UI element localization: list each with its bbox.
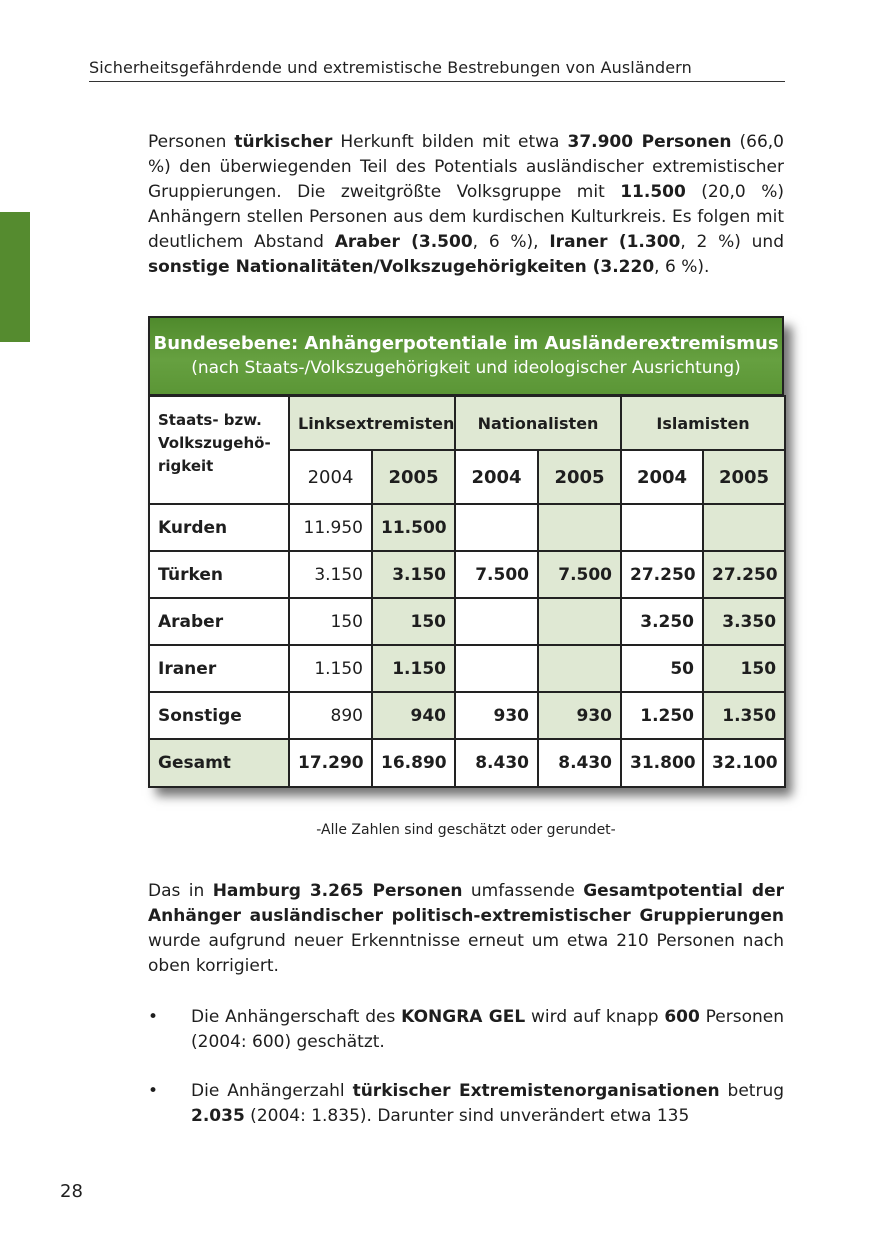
table-subtitle: (nach Staats-/Volkszugehörigkeit und ideologischer Ausrichtung) — [191, 358, 741, 378]
cell — [455, 645, 538, 692]
table-title-bar — [148, 316, 784, 395]
cell: 1.350 — [703, 692, 785, 739]
row-label: Kurden — [149, 504, 289, 551]
cell: 150 — [372, 598, 455, 645]
cell: 27.250 — [703, 551, 785, 598]
cell: 930 — [455, 692, 538, 739]
cell: 50 — [621, 645, 703, 692]
cell — [703, 504, 785, 551]
cell: 1.150 — [289, 645, 372, 692]
table-row — [149, 645, 785, 692]
bullet-text: Die Anhängerzahl türkischer Extremistenorganisationen betrug 2.035 (2004: 1.835). Darunter sind unverändert etwa 135 — [191, 1081, 785, 1126]
cell — [455, 598, 538, 645]
group-header-islamisten: Islamisten — [621, 396, 785, 450]
page-number: 28 — [60, 1181, 83, 1202]
cell: 890 — [289, 692, 372, 739]
table-row — [149, 504, 785, 551]
cell — [621, 504, 703, 551]
chapter-side-tab — [0, 212, 30, 342]
cell: 31.800 — [621, 739, 703, 787]
bullet-text: Die Anhängerschaft des KONGRA GEL wird auf knapp 600 Personen (2004: 600) geschätzt. — [191, 1007, 784, 1052]
supporters-table — [148, 395, 786, 788]
cell: 3.350 — [703, 598, 785, 645]
table-caption: -Alle Zahlen sind geschätzt oder gerundet- — [316, 822, 616, 838]
table-row — [149, 692, 785, 739]
cell: 17.290 — [289, 739, 372, 787]
cell: 940 — [372, 692, 455, 739]
year-header: 2005 — [703, 450, 785, 504]
cell: 1.150 — [372, 645, 455, 692]
stub-header: Staats- bzw. Volkszugehö-rigkeit — [149, 396, 289, 504]
cell: 150 — [289, 598, 372, 645]
running-header: Sicherheitsgefährdende und extremistische Bestrebungen von Ausländern — [89, 58, 785, 82]
table-row — [149, 551, 785, 598]
year-header: 2005 — [372, 450, 455, 504]
cell: 11.500 — [372, 504, 455, 551]
year-header: 2004 — [621, 450, 703, 504]
cell — [538, 645, 621, 692]
cell — [538, 504, 621, 551]
cell: 3.150 — [372, 551, 455, 598]
row-label: Türken — [149, 551, 289, 598]
cell: 32.100 — [703, 739, 785, 787]
intro-paragraph: Personen türkischer Herkunft bilden mit etwa 37.900 Personen (66,0 %) den überwiegenden Teil des Potentials ausländischer extremistischer Gruppierungen. Die zweitgrößte Volksgruppe mit 11.500 (20,0 %) Anhängern stellen Personen aus dem kurdischen Kulturkreis. Es folgen mit deutlichem Abstand Araber (3.500, 6 %), Iraner (1.300, 2 %) und sonstige Nationalitäten/Volkszugehörigkeiten (3.220, 6 %). — [148, 132, 785, 277]
table-total-row — [149, 739, 785, 787]
cell: 8.430 — [455, 739, 538, 787]
year-header: 2004 — [289, 450, 372, 504]
cell: 1.250 — [621, 692, 703, 739]
year-header: 2005 — [538, 450, 621, 504]
cell: 27.250 — [621, 551, 703, 598]
cell: 7.500 — [455, 551, 538, 598]
row-label: Sonstige — [149, 692, 289, 739]
year-header: 2004 — [455, 450, 538, 504]
statistics-table-box — [148, 316, 784, 786]
cell: 16.890 — [372, 739, 455, 787]
table-row — [149, 598, 785, 645]
cell — [538, 598, 621, 645]
bullet-marker: • — [148, 1007, 159, 1027]
cell: 8.430 — [538, 739, 621, 787]
cell: 3.250 — [621, 598, 703, 645]
group-header-links: Linksextremisten — [289, 396, 455, 450]
row-label: Gesamt — [149, 739, 289, 787]
cell — [455, 504, 538, 551]
bullet-marker: • — [148, 1081, 159, 1101]
cell: 3.150 — [289, 551, 372, 598]
hamburg-paragraph: Das in Hamburg 3.265 Personen umfassende Gesamtpotential der Anhänger ausländischer politisch-extremistischer Gruppierungen wurde aufgrund neuer Erkenntnisse erneut um etwa 210 Personen nach oben korrigiert. — [148, 881, 784, 976]
cell: 7.500 — [538, 551, 621, 598]
row-label: Iraner — [149, 645, 289, 692]
cell: 930 — [538, 692, 621, 739]
group-header-nationalisten: Nationalisten — [455, 396, 621, 450]
cell: 11.950 — [289, 504, 372, 551]
row-label: Araber — [149, 598, 289, 645]
cell: 150 — [703, 645, 785, 692]
table-title: Bundesebene: Anhängerpotentiale im Ausländerextremismus — [153, 333, 779, 354]
